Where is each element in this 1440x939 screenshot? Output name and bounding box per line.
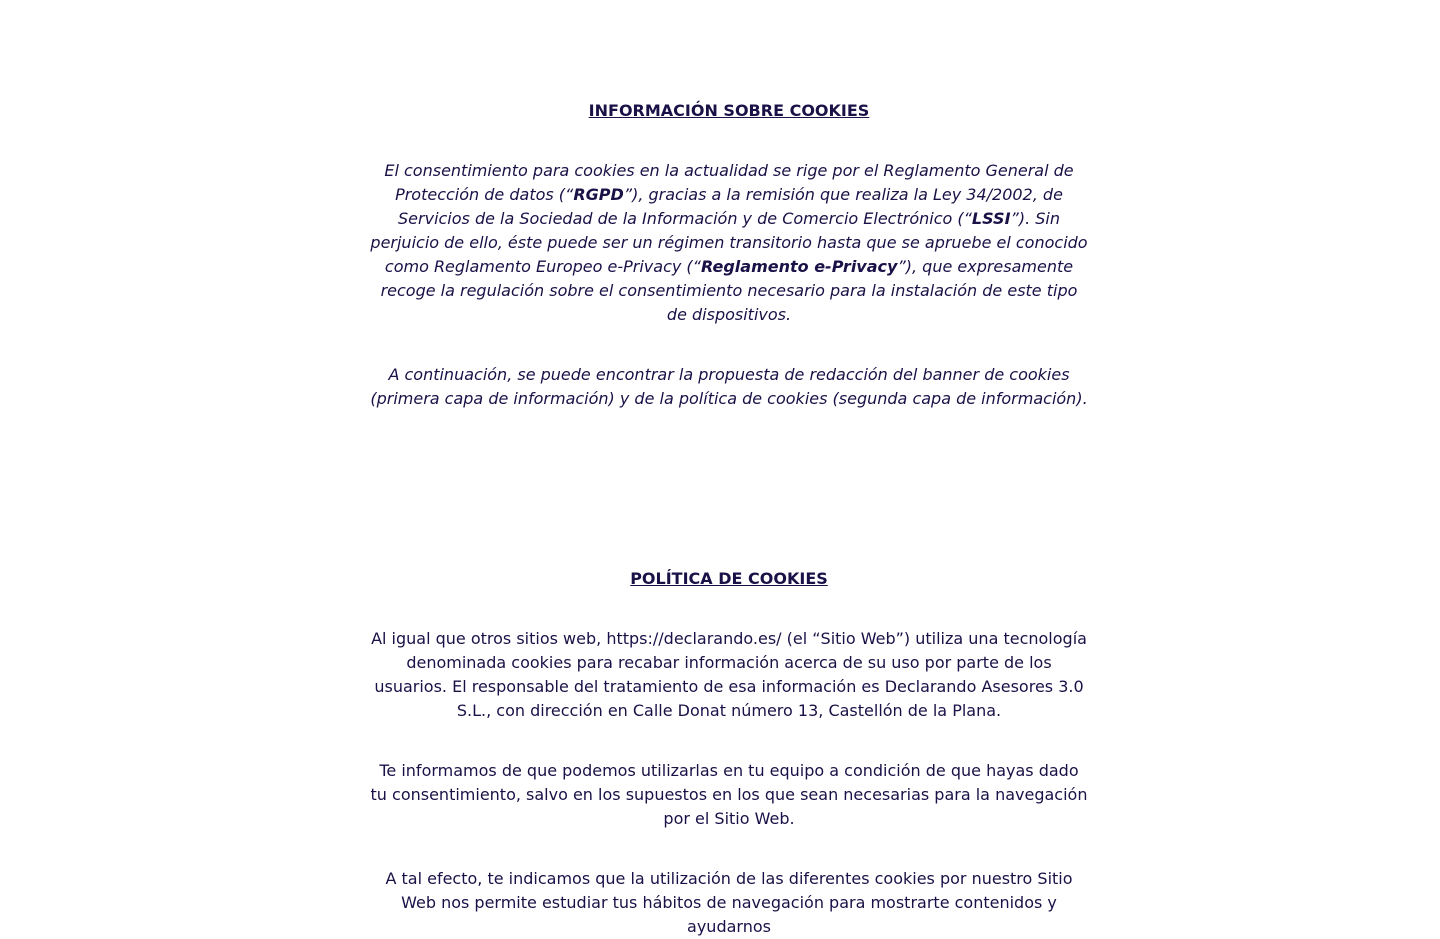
info-p1-text-2: ”), gracias a la remisión que realiza la Ley 34/2002, de Servicios de la Sociedad de la Información y de Comercio Electrónico (“: [398, 185, 1063, 228]
rgpd-term: RGPD: [573, 185, 624, 204]
info-section-paragraph-1: [369, 159, 1089, 327]
policy-section-paragraph-3: A tal efecto, te indicamos que la utilización de las diferentes cookies por nuestro Sitio Web nos permite estudiar tus hábitos de navegación para mostrarte contenidos y ayudarnos: [385, 869, 1073, 936]
policy-section-paragraph-1: Al igual que otros sitios web, https://declarando.es/ (el “Sitio Web”) utiliza una tecnología denominada cookies para recabar información acerca de su uso por parte de los usuarios. El responsable del tratamiento de esa información es Declarando Asesores 3.0 S.L., con dirección en Calle Donat número 13, Castellón de la Plana.: [371, 629, 1087, 720]
info-p1-text-4: ”), que expresamente recoge la regulación sobre el consentimiento necesario para la instalación de este tipo de dispositivos.: [380, 257, 1078, 324]
lssi-term: LSSI: [971, 209, 1011, 228]
info-p1-text-1: El consentimiento para cookies en la actualidad se rige por el Reglamento General de Protección de datos (“: [384, 161, 1074, 204]
policy-section-title: POLÍTICA DE COOKIES: [630, 569, 828, 588]
info-section-paragraph-2: A continuación, se puede encontrar la propuesta de redacción del banner de cookies (primera capa de información) y de la política de cookies (segunda capa de información).: [370, 365, 1088, 408]
policy-section-paragraph-2: Te informamos de que podemos utilizarlas en tu equipo a condición de que hayas dado tu consentimiento, salvo en los supuestos en los que sean necesarias para la navegación por el Sitio Web.: [370, 761, 1088, 828]
info-p1-text-3: ”). Sin perjuicio de ello, éste puede ser un régimen transitorio hasta que se apruebe el conocido como Reglamento Europeo e-Privacy (“: [370, 209, 1088, 276]
info-section-title: INFORMACIÓN SOBRE COOKIES: [588, 101, 870, 120]
eprivacy-term: Reglamento e-Privacy: [700, 257, 898, 276]
